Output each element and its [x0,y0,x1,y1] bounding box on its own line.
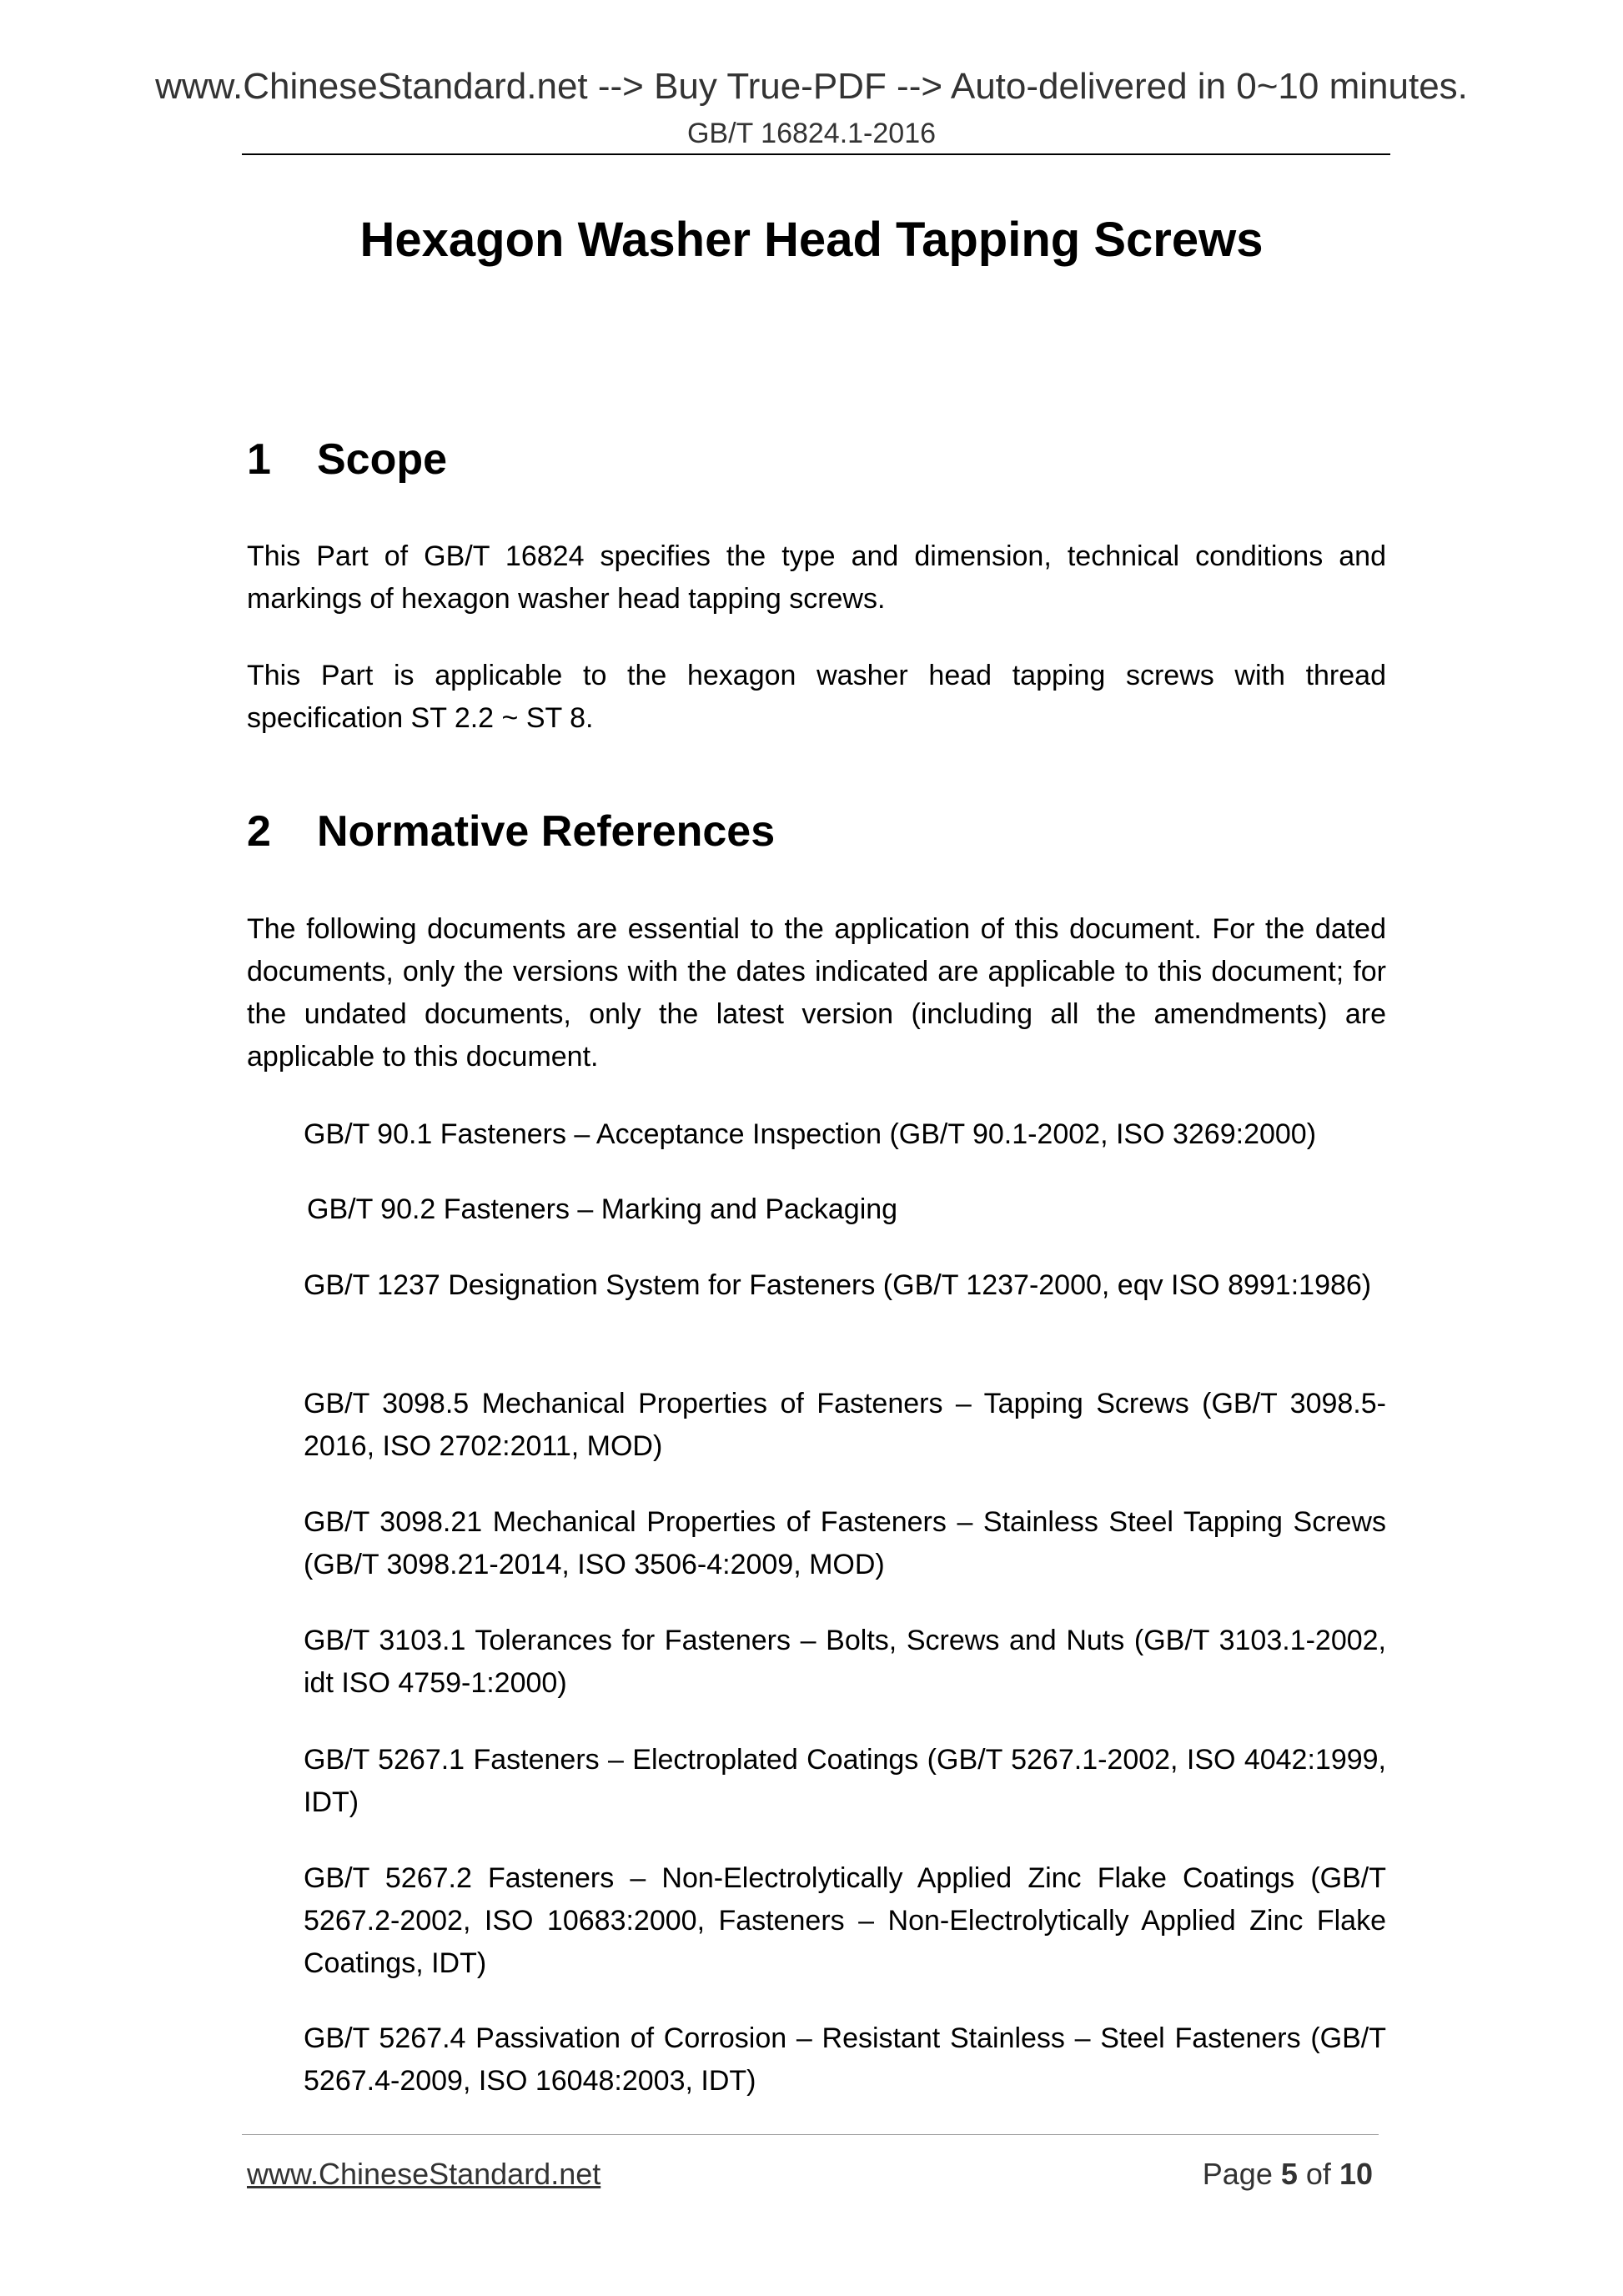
page-of: of [1305,2157,1331,2191]
section-heading-normative-references [247,802,775,861]
header-divider [242,153,1390,155]
page-title: Hexagon Washer Head Tapping Screws [359,213,1264,267]
section-title: Normative References [317,807,776,856]
reference-item: GB/T 3103.1 Tolerances for Fasteners – Bolts, Screws and Nuts (GB/T 3103.1-2002, idt ISO 4759-1:2000) [304,1625,1386,1699]
standard-number: GB/T 16824.1-2016 [686,118,937,149]
scope-paragraph: This Part is applicable to the hexagon washer head tapping screws with thread specification ST 2.2 ~ ST 8. [247,660,1386,734]
reference-item: GB/T 5267.4 Passivation of Corrosion – Resistant Stainless – Steel Fasteners (GB/T 5267.4-2009, ISO 16048:2003, IDT) [304,2022,1386,2097]
references-intro-paragraph: The following documents are essential to the application of this document. For the dated documents, only the versions with the dates indicated are applicable to this document; for the undated documents, only the latest version (including all the amendments) are applicable to this document. [247,913,1386,1073]
reference-item: GB/T 90.1 Fasteners – Acceptance Inspection (GB/T 90.1-2002, ISO 3269:2000) [304,1118,1317,1150]
page-prefix: Page [1202,2157,1273,2191]
page-total: 10 [1339,2157,1373,2191]
section-number: 1 [247,435,271,484]
page-current: 5 [1280,2157,1298,2191]
reference-item: GB/T 5267.2 Fasteners – Non-Electrolytically Applied Zinc Flake Coatings (GB/T 5267.2-2002, ISO 10683:2000, Fasteners – Non-Electrolytically Applied Zinc Flake Coatings, IDT) [304,1862,1386,1979]
header-banner: www.ChineseStandard.net --> Buy True-PDF --> Auto-delivered in 0~10 minutes. [155,66,1468,107]
reference-item: GB/T 3098.21 Mechanical Properties of Fasteners – Stainless Steel Tapping Screws (GB/T 3098.21-2014, ISO 3506-4:2009, MOD) [304,1506,1386,1580]
section-title: Scope [317,435,448,484]
section-number: 2 [247,807,271,856]
section-heading-scope [247,430,447,489]
footer-divider [242,2134,1379,2135]
scope-paragraph: This Part of GB/T 16824 specifies the type and dimension, technical conditions and markings of hexagon washer head tapping screws. [247,540,1386,615]
reference-item: GB/T 3098.5 Mechanical Properties of Fasteners – Tapping Screws (GB/T 3098.5-2016, ISO 2702:2011, MOD) [304,1388,1386,1462]
page-indicator [1203,2154,1373,2194]
footer-site-link[interactable]: www.ChineseStandard.net [247,2157,601,2191]
reference-item: GB/T 90.2 Fasteners – Marking and Packaging [307,1193,898,1225]
reference-item: GB/T 1237 Designation System for Fasteners (GB/T 1237-2000, eqv ISO 8991:1986) [304,1269,1372,1301]
reference-item: GB/T 5267.1 Fasteners – Electroplated Coatings (GB/T 5267.1-2002, ISO 4042:1999, IDT) [304,1744,1386,1818]
